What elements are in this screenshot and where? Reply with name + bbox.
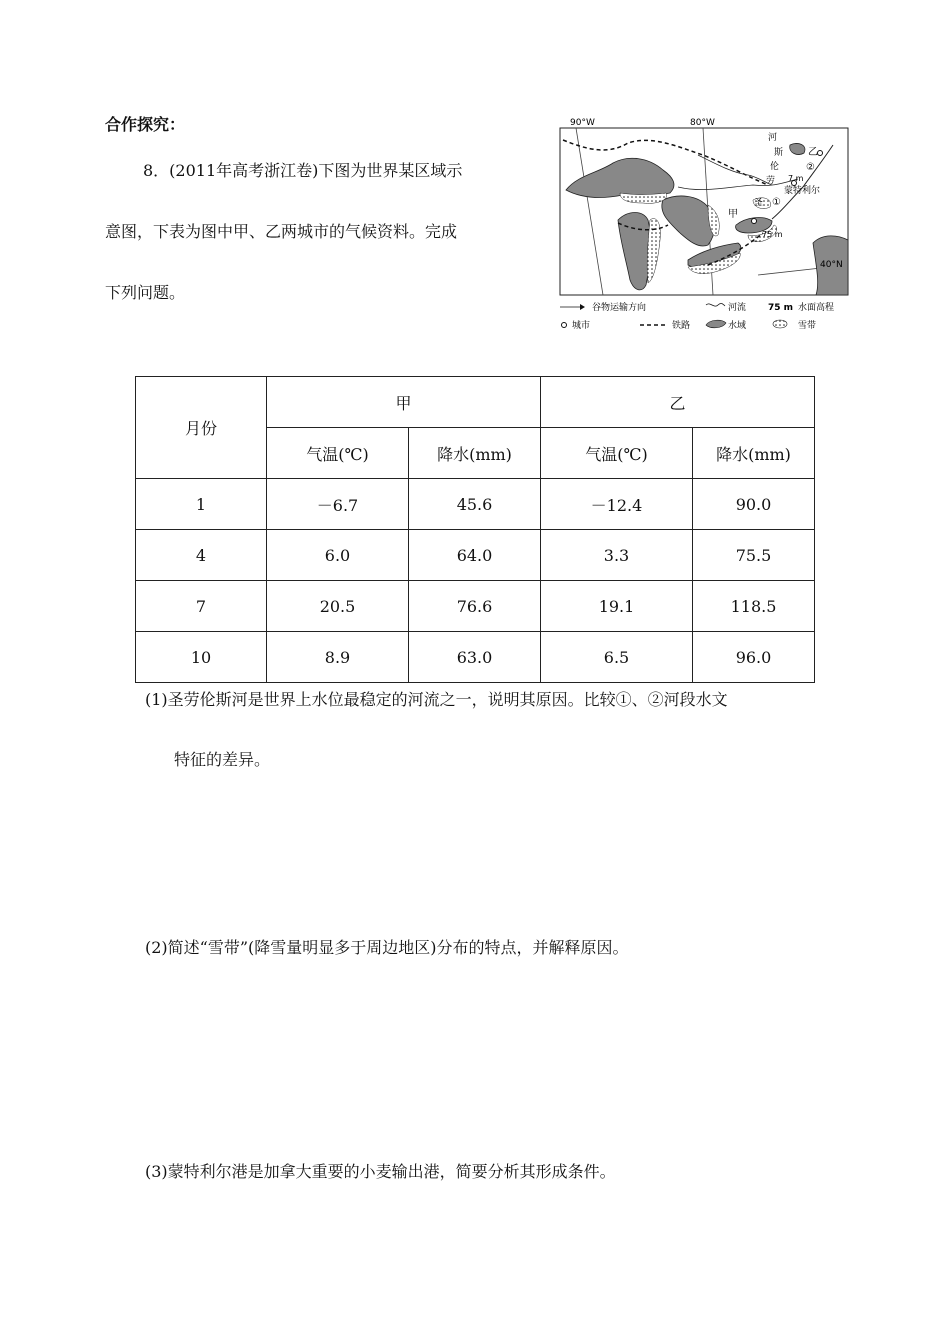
a-precip-cell: 76.6 [409, 581, 541, 632]
month-header: 月份 [136, 377, 267, 479]
question-1: (1)圣劳伦斯河是世界上水位最稳定的河流之一，说明其原因。比较①、②河段水文 [145, 690, 728, 709]
intro-line-3: 下列问题。 [105, 283, 186, 302]
city-a-header: 甲 [267, 377, 541, 428]
b-temp-cell: －12.4 [541, 479, 693, 530]
month-cell: 10 [136, 632, 267, 683]
table-row [136, 632, 815, 683]
b-precip-cell: 96.0 [693, 632, 815, 683]
month-cell: 4 [136, 530, 267, 581]
city-jia-label: 甲 [728, 209, 738, 220]
lon-90w-label: 90°W [570, 118, 595, 128]
lon-80w-label: 80°W [690, 118, 715, 128]
river-label-sheng: 圣 [754, 198, 764, 208]
a-precip-cell: 45.6 [409, 479, 541, 530]
intro-line-1: 8．(2011年高考浙江卷)下图为世界某区域示 [143, 161, 463, 180]
legend-snowbelt: 雪带 [798, 321, 817, 331]
b-precip-cell: 118.5 [693, 581, 815, 632]
circle-1-label: ① [772, 197, 781, 208]
b-temp-header: 气温(℃) [541, 428, 693, 479]
region-map [558, 115, 858, 337]
b-temp-cell: 3.3 [541, 530, 693, 581]
circle-2-label: ② [806, 162, 815, 173]
river-label-si: 斯 [774, 148, 784, 158]
a-temp-cell: －6.7 [267, 479, 409, 530]
question-3: (3)蒙特利尔港是加拿大重要的小麦输出港，简要分析其形成条件。 [145, 1162, 616, 1181]
a-temp-cell: 8.9 [267, 632, 409, 683]
city-yi-label: 乙 [808, 147, 818, 158]
a-temp-cell: 20.5 [267, 581, 409, 632]
month-cell: 1 [136, 479, 267, 530]
question-1-continued: 特征的差异。 [174, 750, 271, 769]
b-precip-cell: 90.0 [693, 479, 815, 530]
legend-grain: 谷物运输方向 [592, 303, 647, 313]
a-precip-cell: 63.0 [409, 632, 541, 683]
river-label-lao: 劳 [766, 176, 776, 186]
table-row [136, 581, 815, 632]
a-precip-header: 降水(mm) [409, 428, 541, 479]
question-2: (2)简述“雪带”(降雪量明显多于周边地区)分布的特点，并解释原因。 [145, 938, 629, 957]
legend-elevation: 水面高程 [798, 303, 835, 313]
legend-railway: 铁路 [672, 321, 691, 331]
table-row [136, 479, 815, 530]
city-b-header: 乙 [541, 377, 815, 428]
legend-city: 城市 [572, 321, 591, 331]
legend-river: 河流 [728, 303, 747, 313]
table-row [136, 530, 815, 581]
map-legend [560, 301, 834, 331]
a-precip-cell: 64.0 [409, 530, 541, 581]
a-temp-header: 气温(℃) [267, 428, 409, 479]
question-intro [105, 140, 525, 323]
elev-7-label: 7 m [788, 174, 804, 183]
elev-75-label: 75 m [762, 230, 783, 239]
month-cell: 7 [136, 581, 267, 632]
lat-40n-label: 40°N [820, 260, 843, 270]
river-label-lun: 伦 [770, 162, 780, 172]
city-yi-marker [818, 151, 823, 156]
legend-water: 水域 [728, 321, 747, 331]
climate-table [135, 376, 815, 683]
city-jia-marker [752, 219, 757, 224]
b-precip-cell: 75.5 [693, 530, 815, 581]
b-temp-cell: 6.5 [541, 632, 693, 683]
a-temp-cell: 6.0 [267, 530, 409, 581]
river-label-he: 河 [768, 133, 778, 143]
section-title: 合作探究： [105, 115, 186, 134]
legend-elevation-value: 75 m [768, 303, 794, 313]
intro-line-2: 意图，下表为图中甲、乙两城市的气候资料。完成 [105, 222, 458, 241]
b-precip-header: 降水(mm) [693, 428, 815, 479]
b-temp-cell: 19.1 [541, 581, 693, 632]
montreal-label: 蒙特利尔 [784, 186, 821, 196]
